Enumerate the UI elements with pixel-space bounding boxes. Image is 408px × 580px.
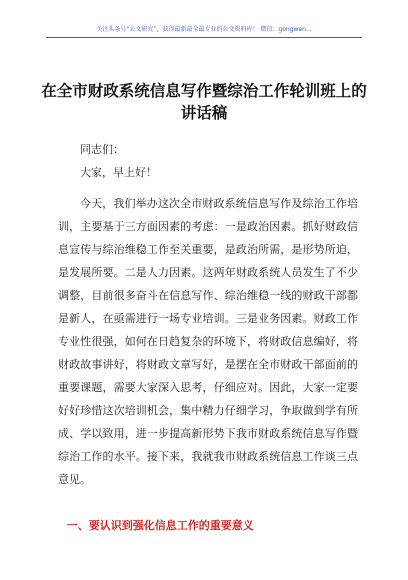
section-heading-1: 一、要认识到强化信息工作的重要意义 [66,519,254,532]
main-paragraph: 今天，我们举办这次全市财政系统信息写作及综治工作培训，主要基于三方面因素的考虑：一是政治因素。抓好财政信息宣传与综治维稳工作至关重要，是政治所需，是形势所迫，是发展所要。二是人力因素。这两年财政系统人员发生了不少调整，目前很多奋斗在信息写作、综治维稳一线的财政干部都是新人，在亟需进行一场专业培训。三是业务因素。财政工作专业性很强，如何在日趋复杂的环境下，将财政信息编好，将财政故事讲好，将财政文章写好，是摆在全市财政干部面前的重要课题，需要大家深入思考，仔细应对。因此，大家一定要好好珍惜这次培训机会，集中精力仔细学习，争取做到学有所成、学以致用，进一步提高新形势下我市财政系统信息写作暨综治工作的水平。接下来，我就我市财政系统信息工作谈三点意见。 [58,197,358,486]
salutation: 同志们： [80,143,124,156]
document-body [58,138,358,499]
header-banner: 关注头条号“公文研究”，获得最新最全最专业的公文资料库！ 微信：gongwen... [96,26,312,33]
header-divider [46,37,362,38]
document-title: 在全市财政系统信息写作暨综治工作轮训班上的讲话稿 [41,81,367,122]
greeting-line: 大家，早上好！ [80,166,157,179]
